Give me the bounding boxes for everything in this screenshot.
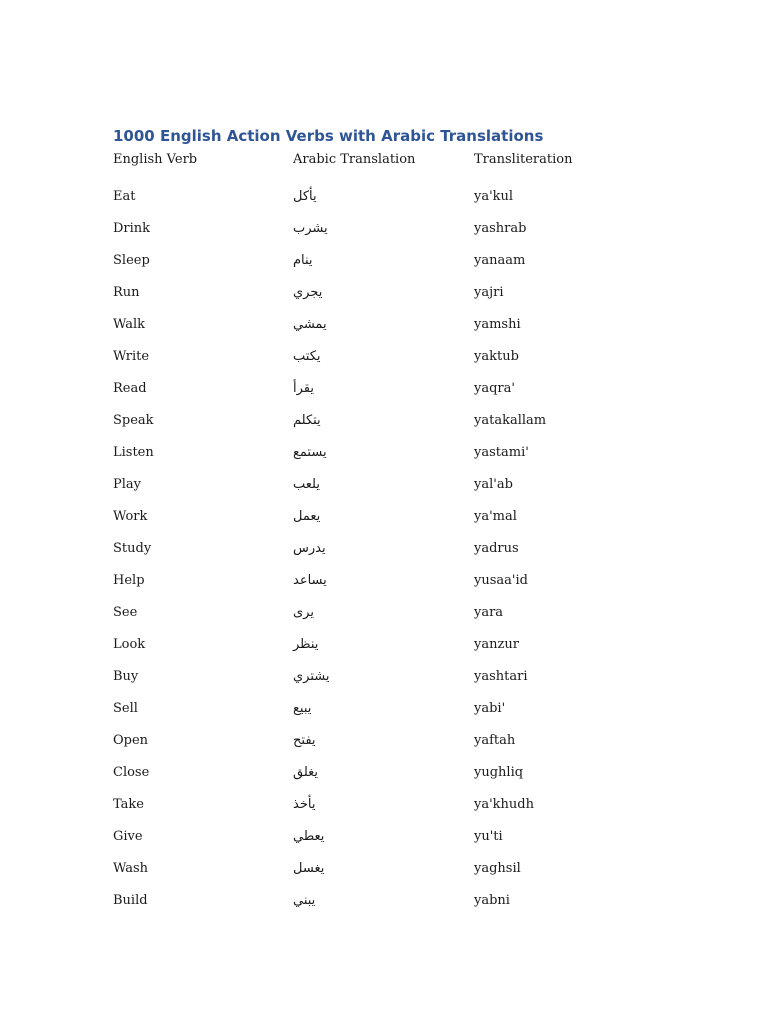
arabic-translation-cell bbox=[293, 637, 474, 652]
arabic-word: يفتح bbox=[293, 732, 316, 748]
transliteration-cell: yanzur bbox=[474, 636, 519, 652]
english-verb-cell: Look bbox=[113, 636, 146, 652]
arabic-word: يلعب bbox=[293, 476, 320, 492]
english-verb-cell: Close bbox=[113, 764, 150, 780]
arabic-word: يأكل bbox=[293, 188, 317, 204]
arabic-translation-cell bbox=[293, 541, 474, 556]
transliteration-cell: ya'kul bbox=[474, 188, 514, 204]
arabic-word: يغلق bbox=[293, 764, 319, 780]
arabic-word: يشرب bbox=[293, 220, 328, 236]
arabic-word: يرى bbox=[293, 604, 314, 620]
table-row bbox=[113, 852, 673, 884]
column-header-transliteration: Transliteration bbox=[474, 151, 573, 167]
arabic-translation-cell bbox=[293, 669, 474, 684]
arabic-translation-cell bbox=[293, 573, 474, 588]
arabic-translation-cell bbox=[293, 381, 474, 396]
arabic-translation-cell bbox=[293, 733, 474, 748]
table-row bbox=[113, 500, 673, 532]
transliteration-cell: yaghsil bbox=[474, 860, 521, 876]
arabic-word: ينظر bbox=[293, 636, 319, 652]
arabic-translation-cell bbox=[293, 317, 474, 332]
table-row bbox=[113, 276, 673, 308]
arabic-translation-cell bbox=[293, 605, 474, 620]
transliteration-cell: yu'ti bbox=[474, 828, 503, 844]
arabic-translation-cell bbox=[293, 701, 474, 716]
arabic-word: يجري bbox=[293, 284, 323, 300]
english-verb-cell: Speak bbox=[113, 412, 154, 428]
english-verb-cell: Wash bbox=[113, 860, 149, 876]
english-verb-cell: Take bbox=[113, 796, 144, 812]
english-verb-cell: Buy bbox=[113, 668, 139, 684]
english-verb-cell: Open bbox=[113, 732, 149, 748]
transliteration-cell: yusaa'id bbox=[474, 572, 528, 588]
arabic-translation-cell bbox=[293, 893, 474, 908]
arabic-translation-cell bbox=[293, 189, 474, 204]
arabic-word: يساعد bbox=[293, 572, 327, 588]
english-verb-cell: Run bbox=[113, 284, 140, 300]
transliteration-cell: yatakallam bbox=[474, 412, 547, 428]
table-row bbox=[113, 468, 673, 500]
table-row bbox=[113, 532, 673, 564]
table-row bbox=[113, 564, 673, 596]
english-verb-cell: Read bbox=[113, 380, 147, 396]
transliteration-cell: yanaam bbox=[474, 252, 526, 268]
arabic-word: يبيع bbox=[293, 700, 312, 716]
arabic-word: يعمل bbox=[293, 508, 321, 524]
transliteration-cell: yashrab bbox=[474, 220, 527, 236]
english-verb-cell: Sell bbox=[113, 700, 138, 716]
arabic-word: يمشي bbox=[293, 316, 327, 332]
transliteration-cell: yashtari bbox=[474, 668, 528, 684]
english-verb-cell: Walk bbox=[113, 316, 146, 332]
transliteration-cell: yabi' bbox=[474, 700, 506, 716]
arabic-word: يغسل bbox=[293, 860, 325, 876]
transliteration-cell: yadrus bbox=[474, 540, 519, 556]
arabic-translation-cell bbox=[293, 253, 474, 268]
table-row bbox=[113, 436, 673, 468]
english-verb-cell: Sleep bbox=[113, 252, 150, 268]
table-row bbox=[113, 788, 673, 820]
column-header-english: English Verb bbox=[113, 151, 198, 167]
document-page bbox=[113, 124, 673, 916]
transliteration-cell: yara bbox=[474, 604, 504, 620]
english-verb-cell: Eat bbox=[113, 188, 136, 204]
arabic-translation-cell bbox=[293, 477, 474, 492]
arabic-translation-cell bbox=[293, 765, 474, 780]
transliteration-cell: yughliq bbox=[474, 764, 524, 780]
arabic-translation-cell bbox=[293, 861, 474, 876]
arabic-word: يدرس bbox=[293, 540, 326, 556]
arabic-translation-cell bbox=[293, 445, 474, 460]
table-row bbox=[113, 244, 673, 276]
table-row bbox=[113, 308, 673, 340]
table-row bbox=[113, 340, 673, 372]
transliteration-cell: ya'mal bbox=[474, 508, 517, 524]
table-row bbox=[113, 820, 673, 852]
arabic-translation-cell bbox=[293, 797, 474, 812]
verb-table-body bbox=[113, 180, 673, 916]
arabic-word: ينام bbox=[293, 252, 313, 268]
english-verb-cell: Study bbox=[113, 540, 152, 556]
document-title: 1000 English Action Verbs with Arabic Translations bbox=[113, 127, 544, 145]
table-row bbox=[113, 756, 673, 788]
table-row bbox=[113, 724, 673, 756]
arabic-translation-cell bbox=[293, 349, 474, 364]
table-row bbox=[113, 212, 673, 244]
table-row bbox=[113, 660, 673, 692]
arabic-word: يبني bbox=[293, 892, 316, 908]
arabic-translation-cell bbox=[293, 509, 474, 524]
arabic-word: يقرأ bbox=[293, 380, 314, 396]
arabic-translation-cell bbox=[293, 285, 474, 300]
english-verb-cell: Work bbox=[113, 508, 148, 524]
arabic-word: يستمع bbox=[293, 444, 327, 460]
arabic-word: يعطي bbox=[293, 828, 325, 844]
english-verb-cell: Play bbox=[113, 476, 141, 492]
transliteration-cell: yabni bbox=[474, 892, 510, 908]
english-verb-cell: Listen bbox=[113, 444, 154, 460]
transliteration-cell: yaqra' bbox=[474, 380, 515, 396]
transliteration-cell: yaftah bbox=[474, 732, 516, 748]
table-row bbox=[113, 884, 673, 916]
transliteration-cell: yastami' bbox=[474, 444, 529, 460]
arabic-translation-cell bbox=[293, 413, 474, 428]
arabic-word: يشتري bbox=[293, 668, 330, 684]
table-header-row bbox=[113, 148, 673, 170]
transliteration-cell: yajri bbox=[474, 284, 504, 300]
table-row bbox=[113, 596, 673, 628]
transliteration-cell: yal'ab bbox=[474, 476, 513, 492]
arabic-word: يأخذ bbox=[293, 796, 316, 812]
arabic-word: يتكلم bbox=[293, 412, 321, 428]
english-verb-cell: Build bbox=[113, 892, 148, 908]
transliteration-cell: ya'khudh bbox=[474, 796, 534, 812]
table-row bbox=[113, 372, 673, 404]
arabic-translation-cell bbox=[293, 221, 474, 236]
arabic-word: يكتب bbox=[293, 348, 321, 364]
english-verb-cell: Help bbox=[113, 572, 145, 588]
arabic-translation-cell bbox=[293, 829, 474, 844]
english-verb-cell: See bbox=[113, 604, 138, 620]
english-verb-cell: Drink bbox=[113, 220, 151, 236]
table-row bbox=[113, 404, 673, 436]
english-verb-cell: Write bbox=[113, 348, 150, 364]
column-header-arabic: Arabic Translation bbox=[293, 151, 416, 167]
transliteration-cell: yaktub bbox=[474, 348, 519, 364]
table-row bbox=[113, 628, 673, 660]
table-row bbox=[113, 692, 673, 724]
transliteration-cell: yamshi bbox=[474, 316, 521, 332]
english-verb-cell: Give bbox=[113, 828, 143, 844]
table-row bbox=[113, 180, 673, 212]
